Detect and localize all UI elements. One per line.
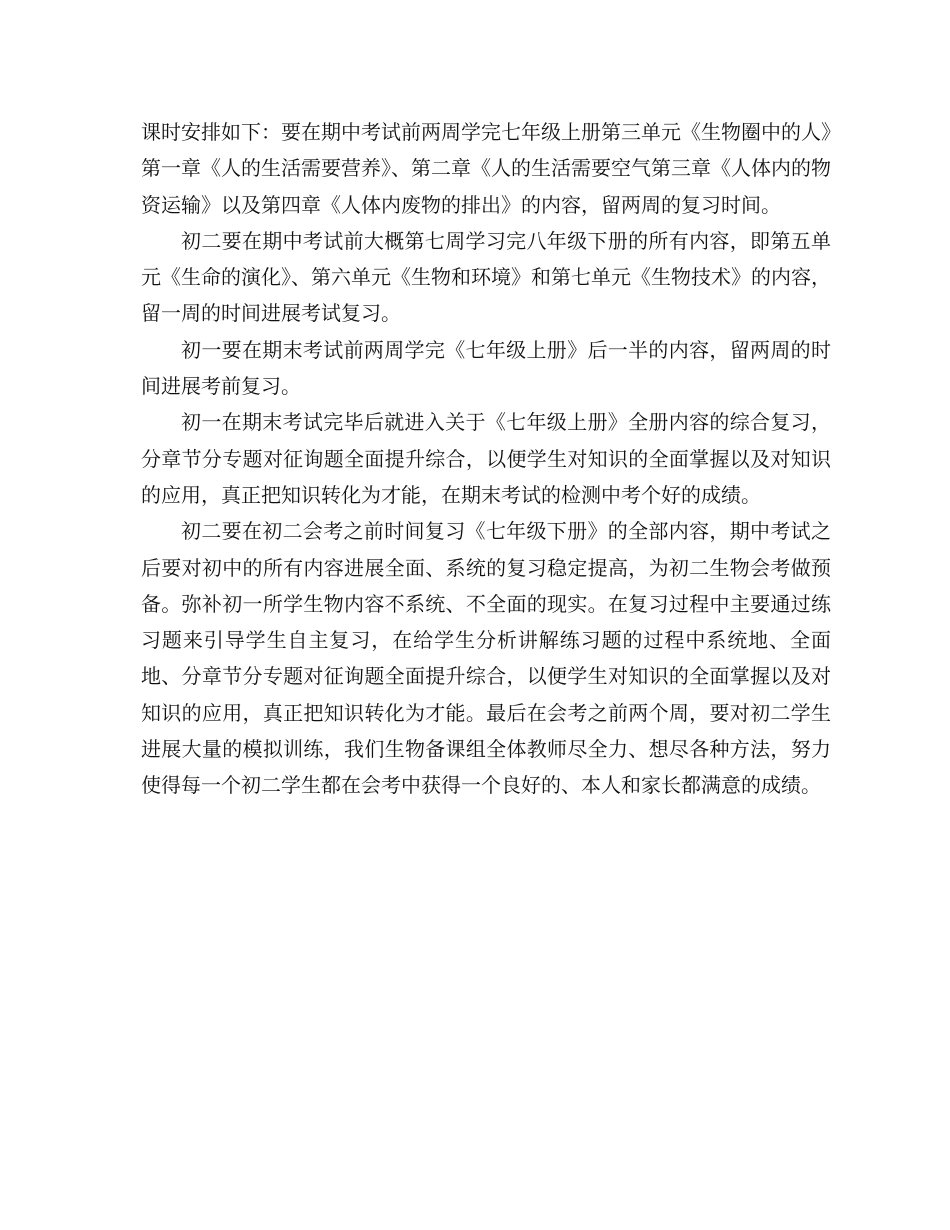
paragraph-grade8-midterm: 初二要在期中考试前大概第七周学习完八年级下册的所有内容，即第五单元《生命的演化》、第六单元《生物和环境》和第七单元《生物技术》的内容，留一周的时间进展考试复习。 [141, 228, 831, 326]
paragraph-grade7-review: 初一在期末考试完毕后就进入关于《七年级上册》全册内容的综合复习，分章节分专题对征询题全面提升综合，以便学生对知识的全面掌握以及对知识的应用，真正把知识转化为才能，在期末考试的检测中考个好的成绩。 [141, 410, 831, 507]
paragraph-schedule: 课时安排如下：要在期中考试前两周学完七年级上册第三单元《生物圈中的人》第一章《人的生活需要营养》、第二章《人的生活需要空气第三章《人体内的物资运输》以及第四章《人体内废物的排出》的内容，留两周的复习时间。 [141, 120, 831, 217]
document-body [141, 114, 831, 804]
paragraph-grade8-exam-review: 初二要在初二会考之前时间复习《七年级下册》的全部内容，期中考试之后要对初中的所有内容进展全面、系统的复习稳定提高，为初二生物会考做预备。弥补初一所学生物内容不系统、不全面的现实。在复习过程中主要通过练习题来引导学生自主复习，在给学生分析讲解练习题的过程中系统地、全面地、分章节分专题对征询题全面提升综合，以便学生对知识的全面掌握以及对知识的应用，真正把知识转化为才能。最后在会考之前两个周，要对初二学生进展大量的模拟训练，我们生物备课组全体教师尽全力、想尽各种方法，努力使得每一个初二学生都在会考中获得一个良好的、本人和家长都满意的成绩。 [141, 519, 831, 798]
paragraph-grade7-final: 初一要在期末考试前两周学完《七年级上册》后一半的内容，留两周的时间进展考前复习。 [141, 337, 831, 399]
